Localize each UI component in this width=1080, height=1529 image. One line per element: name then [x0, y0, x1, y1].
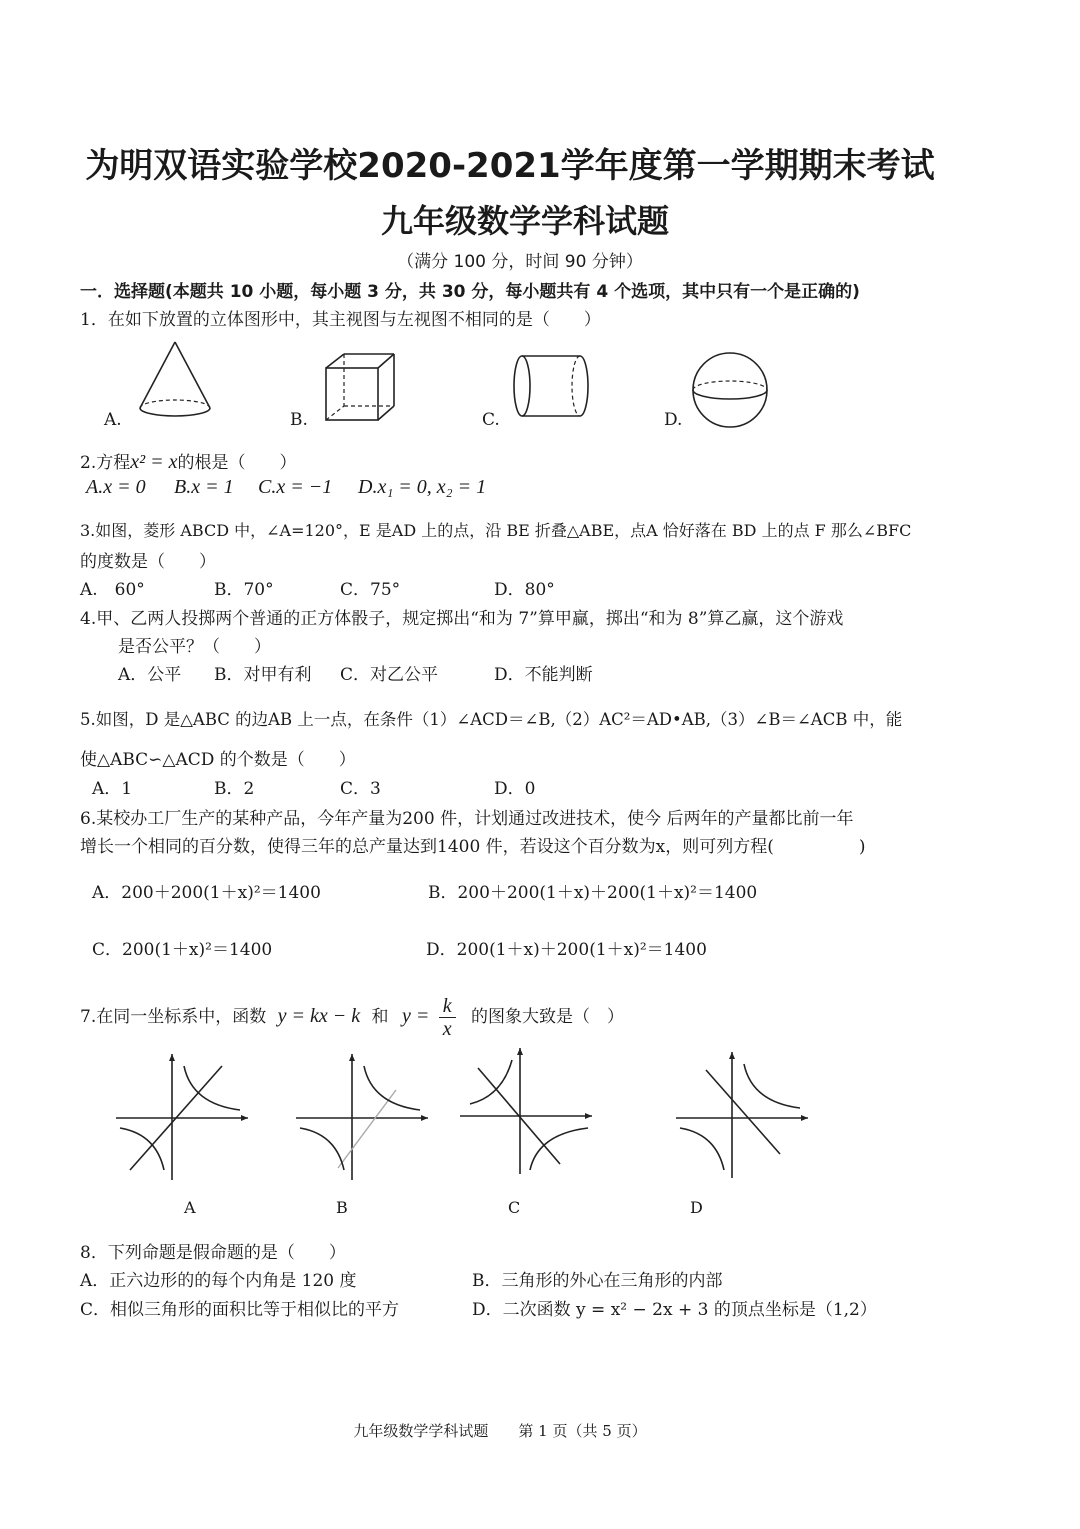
q7-graph-b — [292, 1052, 432, 1184]
q8-option-b: B．三角形的外心在三角形的内部 — [472, 1271, 723, 1291]
question-7-stem — [80, 995, 624, 1040]
q8-option-c: C．相似三角形的面积比等于相似比的平方 — [80, 1300, 400, 1320]
cube-icon — [318, 350, 398, 428]
question-4-line2: 是否公平？（ ） — [118, 637, 271, 657]
exam-title: 为明双语实验学校2020-2021学年度第一学期期末考试 — [85, 146, 935, 186]
q7-fraction — [439, 995, 456, 1040]
sphere-icon — [690, 350, 772, 432]
question-6-line1: 6.某校办工厂生产的某种产品，今年产量为200 件，计划通过改进技术，使今 后两年的产量都比前一年 — [80, 809, 854, 829]
q7-graph-label-c: C — [508, 1198, 521, 1217]
q2-prefix: 2.方程 — [80, 453, 131, 473]
cone-icon — [130, 340, 230, 422]
page-footer: 九年级数学学科试题 第 1 页（共 5 页） — [353, 1422, 647, 1440]
q5-option-b: B．2 — [214, 779, 255, 799]
q7-function-inverse-lhs: y = — [401, 1005, 430, 1027]
q7-graph-d — [672, 1050, 812, 1182]
q7-fraction-numerator: k — [439, 995, 456, 1018]
q2-equation: x² = x — [130, 451, 178, 473]
q1-label-b: B. — [290, 410, 308, 430]
q3-option-a: A. 60° — [80, 580, 145, 600]
q7-function-linear: y = kx − k — [277, 1005, 361, 1027]
q7-graph-label-d: D — [690, 1198, 703, 1217]
q6-option-a: A．200＋200(1＋x)²＝1400 — [92, 883, 321, 903]
q2-option-b: B.x = 1 — [174, 476, 234, 498]
q2-option-a: A.x = 0 — [86, 476, 146, 498]
cylinder-icon — [510, 352, 594, 422]
question-6-line2: 增长一个相同的百分数，使得三年的总产量达到1400 件，若设这个百分数为x，则可列方程( ) — [80, 837, 866, 857]
question-3-line1: 3.如图，菱形 ABCD 中，∠A=120°，E 是AD 上的点，沿 BE 折叠△ABE，点A 恰好落在 BD 上的点 F 那么∠BFC — [80, 521, 912, 540]
question-5-line1: 5.如图，D 是△ABC 的边AB 上一点，在条件（1）∠ACD＝∠B,（2）AC²＝AD•AB,（3）∠B＝∠ACB 中，能 — [80, 710, 903, 729]
q1-label-d: D. — [664, 410, 683, 430]
q7-graph-label-a: A — [184, 1198, 196, 1217]
q3-option-d: D．80° — [494, 580, 555, 600]
q3-option-b: B．70° — [214, 580, 274, 600]
q4-option-a: A．公平 — [118, 665, 182, 685]
question-1-stem: 1．在如下放置的立体图形中，其主视图与左视图不相同的是（ ） — [80, 310, 601, 330]
q1-label-a: A. — [104, 410, 122, 430]
q7-and: 和 — [371, 1007, 389, 1027]
q4-option-d: D．不能判断 — [494, 665, 593, 685]
q5-option-c: C．3 — [340, 779, 381, 799]
q5-option-a: A．1 — [92, 779, 133, 799]
q7-graph-c — [456, 1046, 596, 1178]
q2-option-c: C.x = −1 — [258, 476, 333, 498]
q6-option-b: B．200＋200(1＋x)＋200(1＋x)²＝1400 — [428, 883, 758, 903]
q7-graph-label-b: B — [336, 1198, 348, 1217]
q5-option-d: D．0 — [494, 779, 536, 799]
question-5-line2: 使△ABC∽△ACD 的个数是（ ） — [80, 750, 356, 770]
q7-suffix: 的图象大致是（ ） — [471, 1007, 625, 1027]
q7-fraction-denominator: x — [442, 1018, 452, 1040]
q1-label-c: C. — [482, 410, 500, 430]
q7-prefix: 7.在同一坐标系中，函数 — [80, 1007, 267, 1027]
q2-suffix: 的根是（ ） — [177, 453, 297, 473]
question-4-line1: 4.甲、乙两人投掷两个普通的正方体骰子，规定掷出“和为 7”算甲赢，掷出“和为 8”算乙赢，这个游戏 — [80, 609, 844, 629]
q4-option-b: B．对甲有利 — [214, 665, 312, 685]
q6-option-c: C．200(1＋x)²＝1400 — [92, 940, 273, 960]
section-heading-choice: 一．选择题(本题共 10 小题，每小题 3 分，共 30 分，每小题共有 4 个选项，其中只有一个是正确的) — [80, 282, 860, 302]
q2-option-d: D.x₁ = 0, x₂ = 1 — [358, 476, 487, 498]
question-3-line2: 的度数是（ ） — [80, 552, 216, 572]
q7-graph-a — [112, 1052, 252, 1184]
q8-option-a: A．正六边形的的每个内角是 120 度 — [80, 1271, 357, 1291]
exam-score-time: （满分 100 分，时间 90 分钟） — [397, 252, 643, 272]
question-8-stem: 8．下列命题是假命题的是（ ） — [80, 1243, 346, 1263]
q4-option-c: C．对乙公平 — [340, 665, 439, 685]
q3-option-c: C．75° — [340, 580, 401, 600]
q6-option-d: D．200(1＋x)＋200(1＋x)²＝1400 — [426, 940, 707, 960]
exam-subject-title: 九年级数学学科试题 — [380, 202, 669, 240]
question-2-stem — [80, 448, 296, 474]
q8-option-d: D．二次函数 y = x² − 2x + 3 的顶点坐标是（1,2） — [472, 1300, 877, 1320]
